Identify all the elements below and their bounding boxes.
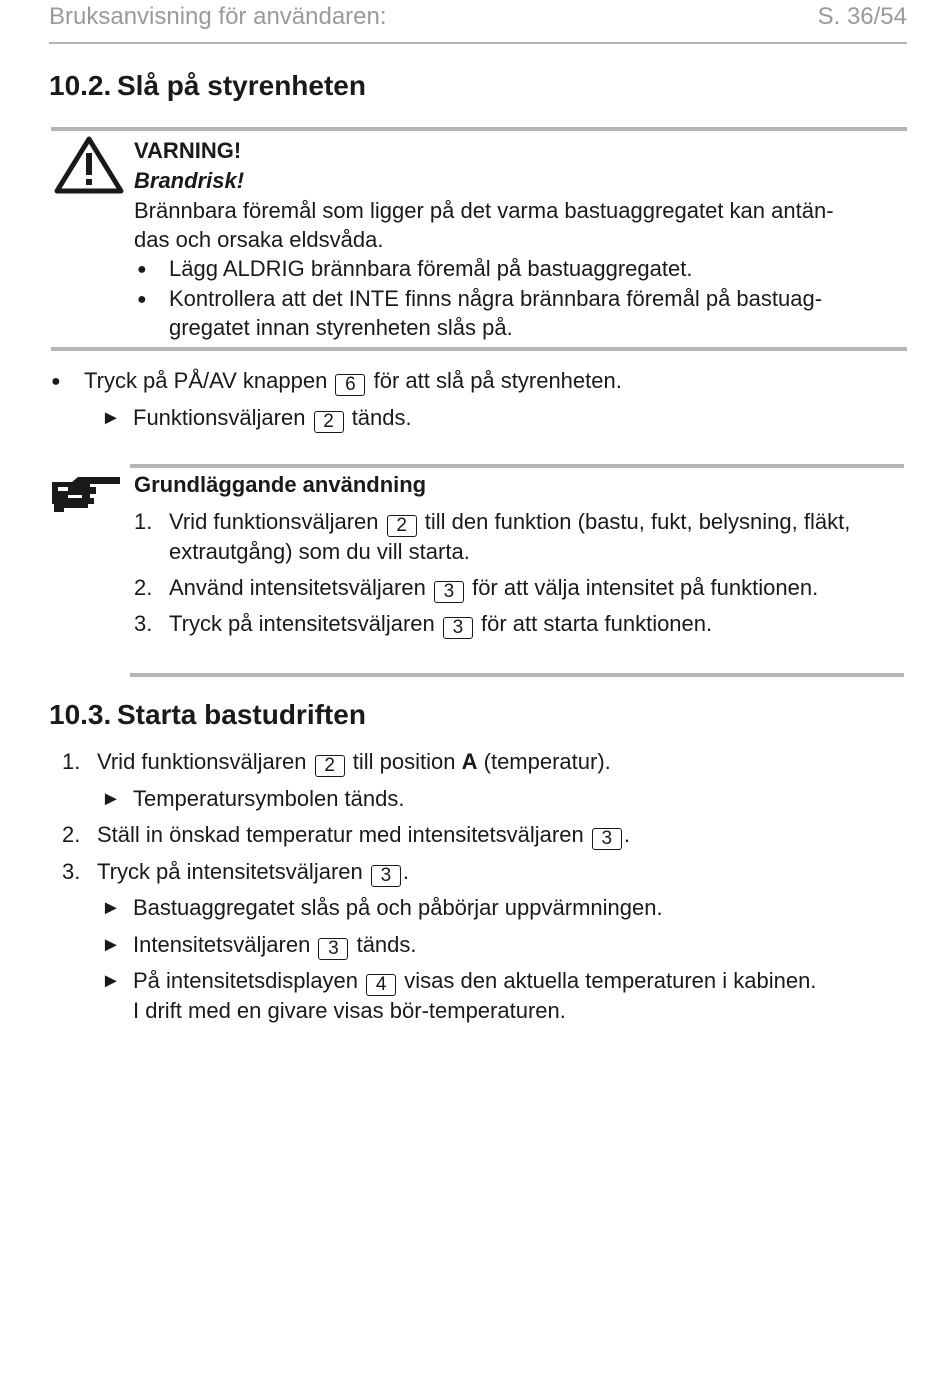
reference-number-box: 6 <box>335 374 365 396</box>
warning-label: VARNING! <box>134 138 242 163</box>
warning-top-rule <box>51 127 907 131</box>
reference-number-box: 2 <box>315 755 345 777</box>
note-title: Grundläggande användning <box>134 472 427 497</box>
reference-number-box: 3 <box>318 938 348 960</box>
pointing-hand-icon <box>50 474 124 514</box>
reference-number-box: 3 <box>434 581 464 603</box>
warning-subtitle: Brandrisk! <box>134 168 245 193</box>
step-1-number: 1. <box>62 749 81 774</box>
step-power-on: Tryck på PÅ/AV knappen 6 för att slå på styrenheten. <box>84 368 622 395</box>
reference-number-box: 4 <box>366 974 396 996</box>
warning-bottom-rule <box>51 347 907 351</box>
section-heading-10-2: 10.2. Slå på styrenheten <box>49 70 366 101</box>
step-3-result-1: Bastuaggregatet slås på och påbörjar uppvärmningen. <box>133 895 663 920</box>
result-arrow-icon: ► <box>101 970 121 992</box>
note-item-1: Vrid funktionsväljaren 2 till den funktion (bastu, fukt, belysning, fläkt, <box>169 509 851 536</box>
document-title: Bruksanvisning för användaren: <box>49 3 387 30</box>
note-item-2: Använd intensitetsväljaren 3 för att välja intensitet på funktionen. <box>169 575 819 602</box>
reference-number-box: 2 <box>387 515 417 537</box>
bullet-dot-icon: ● <box>51 373 61 390</box>
note-item-2-number: 2. <box>134 575 153 600</box>
reference-number-box: 3 <box>371 865 401 887</box>
warning-bullet-2-line1: Kontrollera att det INTE finns några brännbara föremål på bastuag- <box>169 286 823 311</box>
step-2: Ställ in önskad temperatur med intensitetsväljaren 3 . <box>97 822 630 849</box>
bullet-dot-icon: ● <box>137 291 147 308</box>
warning-triangle-icon <box>54 136 124 194</box>
note-item-3-number: 3. <box>134 611 153 636</box>
reference-number-box: 3 <box>443 617 473 639</box>
result-arrow-icon: ► <box>101 788 121 810</box>
note-top-rule <box>130 464 904 468</box>
bullet-dot-icon: ● <box>137 261 147 278</box>
result-function-selector-lit: Funktionsväljaren 2 tänds. <box>133 405 412 432</box>
note-item-1-number: 1. <box>134 509 153 534</box>
step-3-result-3: På intensitetsdisplayen 4 visas den aktuella temperaturen i kabinen. <box>133 968 817 995</box>
step-3-number: 3. <box>62 859 81 884</box>
note-item-3: Tryck på intensitetsväljaren 3 för att starta funktionen. <box>169 611 713 638</box>
result-arrow-icon: ► <box>101 934 121 956</box>
step-2-number: 2. <box>62 822 81 847</box>
note-item-1-line2: extrautgång) som du vill starta. <box>169 539 470 564</box>
warning-bullet-1: Lägg ALDRIG brännbara föremål på bastuaggregatet. <box>169 256 693 281</box>
warning-bullet-2-line2: gregatet innan styrenheten slås på. <box>169 315 513 340</box>
result-arrow-icon: ► <box>101 897 121 919</box>
section-heading-10-3: 10.3. Starta bastudriften <box>49 699 366 730</box>
note-bottom-rule <box>130 673 904 677</box>
step-3-result-2: Intensitetsväljaren 3 tänds. <box>133 932 417 959</box>
step-1: Vrid funktionsväljaren 2 till position A (temperatur). <box>97 749 611 776</box>
page-number: S. 36/54 <box>817 3 907 30</box>
warning-text-line1: Brännbara föremål som ligger på det varma bastuaggregatet kan antän- <box>134 198 834 223</box>
step-3: Tryck på intensitetsväljaren 3 . <box>97 859 409 886</box>
page-header <box>49 0 907 44</box>
reference-number-box: 3 <box>592 828 622 850</box>
step-3-result-3-line2: I drift med en givare visas bör-temperaturen. <box>133 998 566 1023</box>
result-arrow-icon: ► <box>101 407 121 429</box>
reference-number-box: 2 <box>314 411 344 433</box>
warning-text-line2: das och orsaka eldsvåda. <box>134 227 384 252</box>
step-1-result: Temperatursymbolen tänds. <box>133 786 405 811</box>
